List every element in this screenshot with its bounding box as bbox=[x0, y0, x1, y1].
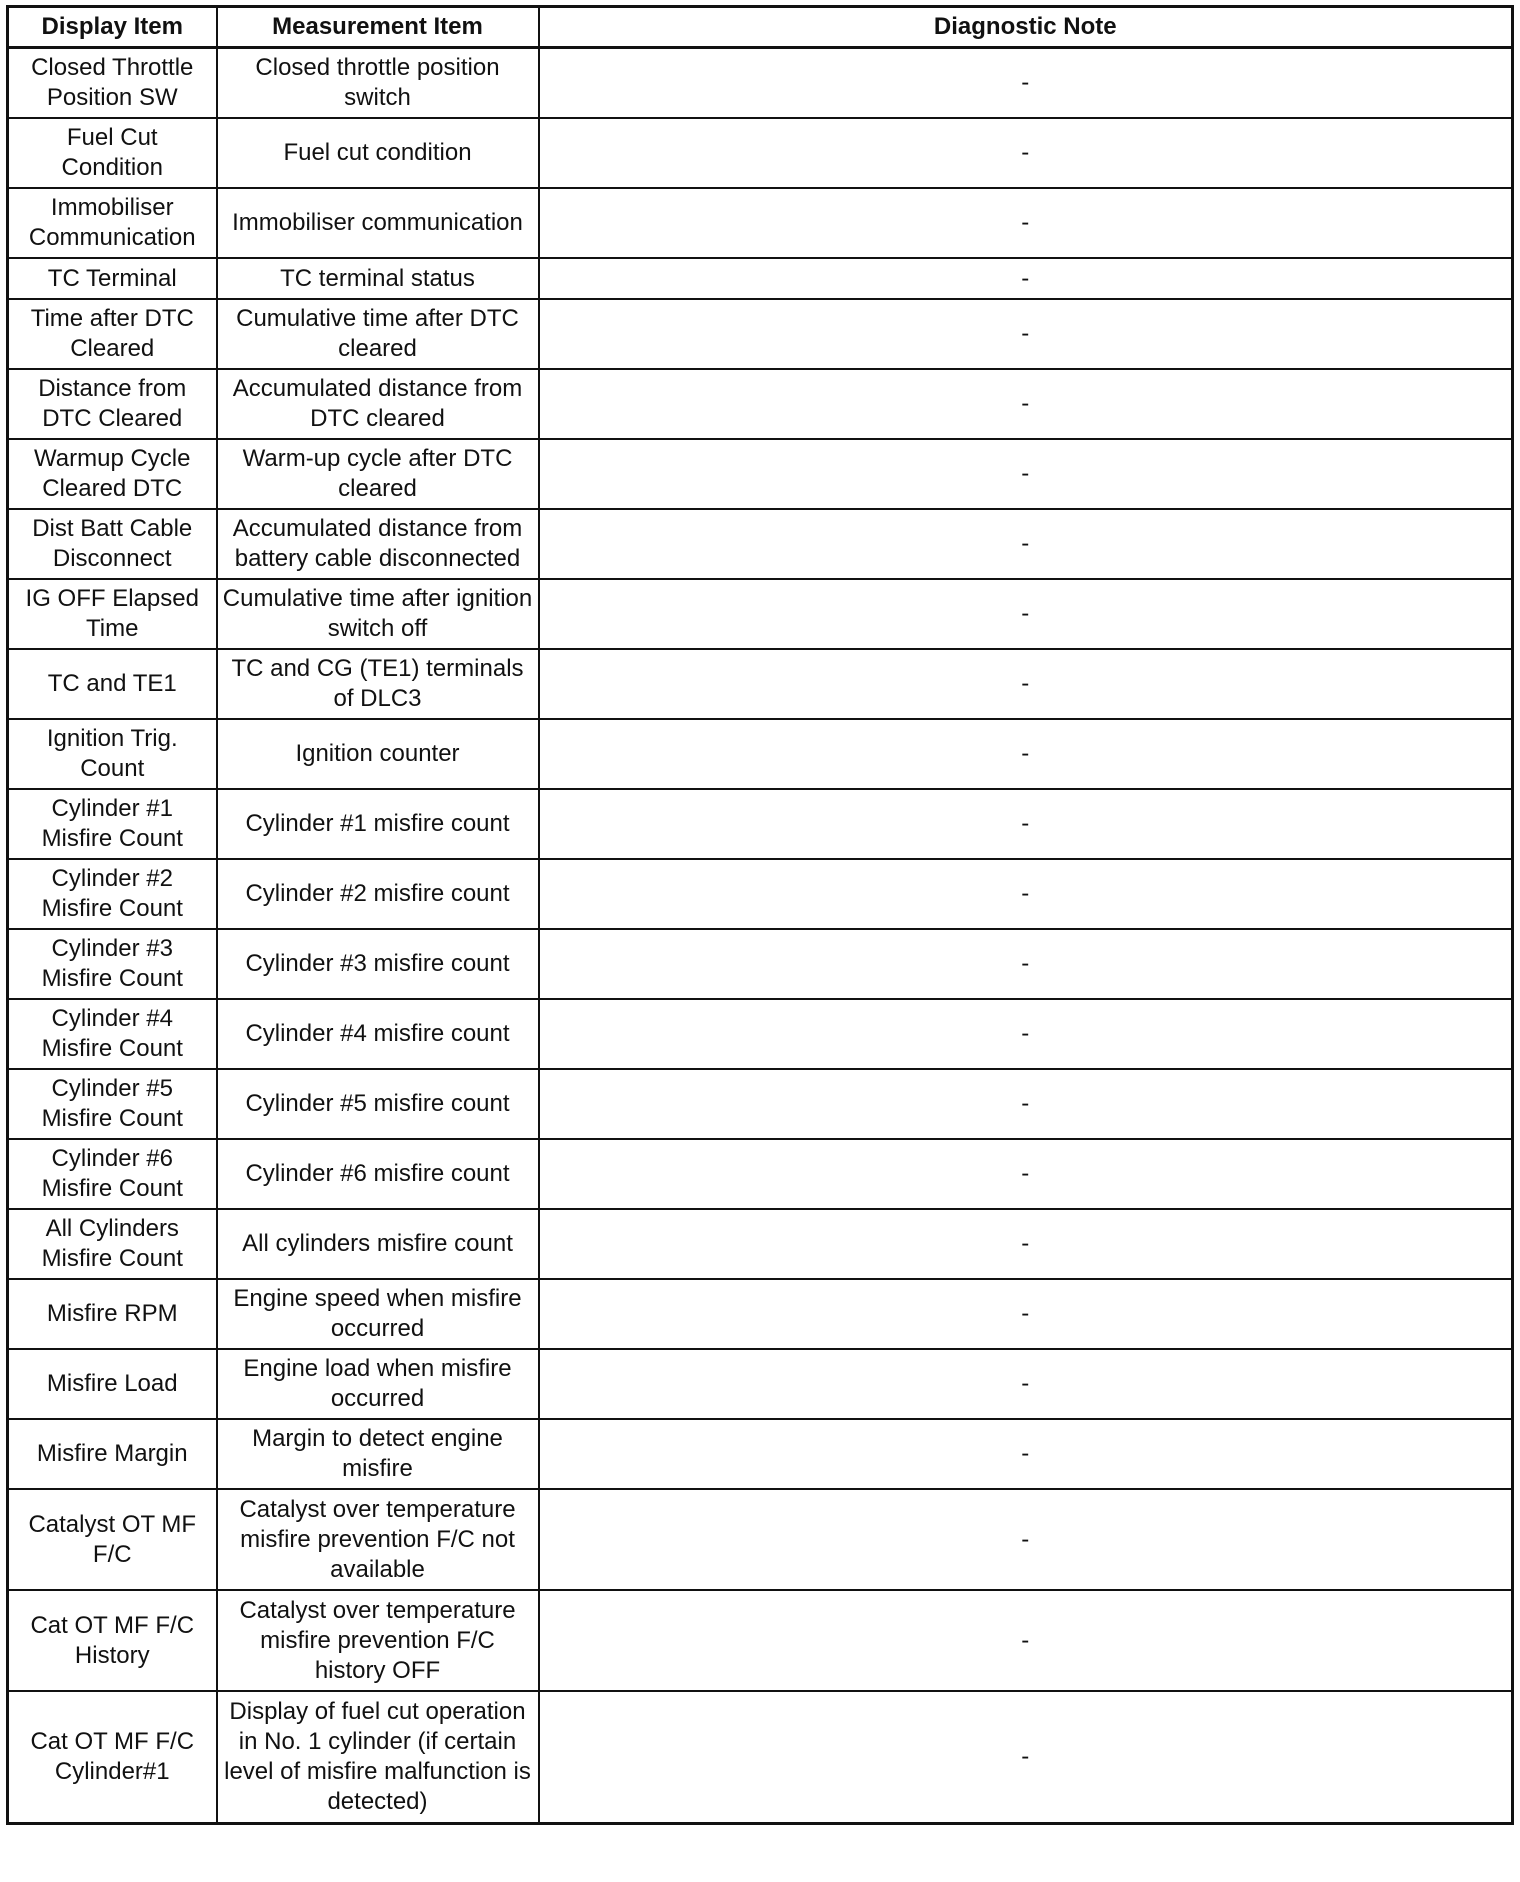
table-row bbox=[8, 509, 1513, 579]
diagnostic-note-cell: - bbox=[539, 118, 1513, 188]
table-row bbox=[8, 188, 1513, 258]
display-item-cell: Misfire RPM bbox=[8, 1279, 217, 1349]
table-row bbox=[8, 1349, 1513, 1419]
measurement-item-cell: Margin to detect engine misfire bbox=[217, 1419, 539, 1489]
diagnostic-note-cell: - bbox=[539, 999, 1513, 1069]
display-item-cell: Distance from DTC Cleared bbox=[8, 369, 217, 439]
measurement-item-cell: Warm-up cycle after DTC cleared bbox=[217, 439, 539, 509]
table-row bbox=[8, 649, 1513, 719]
measurement-item-cell: Cylinder #4 misfire count bbox=[217, 999, 539, 1069]
measurement-item-cell: Catalyst over temperature misfire prevention F/C not available bbox=[217, 1489, 539, 1590]
display-item-cell: TC Terminal bbox=[8, 258, 217, 299]
display-item-cell: Cat OT MF F/C Cylinder#1 bbox=[8, 1691, 217, 1824]
table-row bbox=[8, 1691, 1513, 1824]
display-item-cell: Cylinder #3 Misfire Count bbox=[8, 929, 217, 999]
measurement-item-cell: TC and CG (TE1) terminals of DLC3 bbox=[217, 649, 539, 719]
measurement-item-cell: Cylinder #3 misfire count bbox=[217, 929, 539, 999]
table-row bbox=[8, 859, 1513, 929]
table-row bbox=[8, 789, 1513, 859]
display-item-cell: IG OFF Elapsed Time bbox=[8, 579, 217, 649]
diagnostic-note-cell: - bbox=[539, 48, 1513, 119]
diagnostic-note-cell: - bbox=[539, 579, 1513, 649]
table-row bbox=[8, 1419, 1513, 1489]
diagnostic-note-cell: - bbox=[539, 1349, 1513, 1419]
header-display-item: Display Item bbox=[8, 7, 217, 48]
measurement-item-cell: Cylinder #6 misfire count bbox=[217, 1139, 539, 1209]
diagnostic-note-cell: - bbox=[539, 929, 1513, 999]
table-row bbox=[8, 1139, 1513, 1209]
diagnostic-note-cell: - bbox=[539, 649, 1513, 719]
display-item-cell: All Cylinders Misfire Count bbox=[8, 1209, 217, 1279]
measurement-item-cell: Display of fuel cut operation in No. 1 cylinder (if certain level of misfire malfunction is detected) bbox=[217, 1691, 539, 1824]
display-item-cell: Closed Throttle Position SW bbox=[8, 48, 217, 119]
measurement-item-cell: Fuel cut condition bbox=[217, 118, 539, 188]
diagnostic-note-cell: - bbox=[539, 258, 1513, 299]
display-item-cell: Warmup Cycle Cleared DTC bbox=[8, 439, 217, 509]
table-header-row bbox=[8, 7, 1513, 48]
diagnostic-note-cell: - bbox=[539, 509, 1513, 579]
measurement-item-cell: Cumulative time after ignition switch off bbox=[217, 579, 539, 649]
diagnostic-note-cell: - bbox=[539, 1489, 1513, 1590]
measurement-item-cell: Cylinder #2 misfire count bbox=[217, 859, 539, 929]
display-item-cell: Misfire Margin bbox=[8, 1419, 217, 1489]
table-row bbox=[8, 48, 1513, 119]
diagnostic-note-cell: - bbox=[539, 1279, 1513, 1349]
table-row bbox=[8, 929, 1513, 999]
diagnostic-note-cell: - bbox=[539, 1590, 1513, 1691]
display-item-cell: Time after DTC Cleared bbox=[8, 299, 217, 369]
diagnostic-note-cell: - bbox=[539, 1691, 1513, 1824]
measurement-item-cell: TC terminal status bbox=[217, 258, 539, 299]
measurement-item-cell: Immobiliser communication bbox=[217, 188, 539, 258]
display-item-cell: Cylinder #4 Misfire Count bbox=[8, 999, 217, 1069]
measurement-item-cell: Accumulated distance from DTC cleared bbox=[217, 369, 539, 439]
diagnostic-note-cell: - bbox=[539, 299, 1513, 369]
diagnostic-note-cell: - bbox=[539, 1419, 1513, 1489]
diagnostic-note-cell: - bbox=[539, 859, 1513, 929]
measurement-item-cell: Cylinder #1 misfire count bbox=[217, 789, 539, 859]
table-row bbox=[8, 579, 1513, 649]
table-row bbox=[8, 1209, 1513, 1279]
table-row bbox=[8, 1069, 1513, 1139]
measurement-item-cell: Accumulated distance from battery cable disconnected bbox=[217, 509, 539, 579]
table-row bbox=[8, 299, 1513, 369]
display-item-cell: Catalyst OT MF F/C bbox=[8, 1489, 217, 1590]
display-item-cell: Cylinder #1 Misfire Count bbox=[8, 789, 217, 859]
table-row bbox=[8, 1590, 1513, 1691]
diagnostic-note-cell: - bbox=[539, 1069, 1513, 1139]
display-item-cell: Cylinder #6 Misfire Count bbox=[8, 1139, 217, 1209]
display-item-cell: Fuel Cut Condition bbox=[8, 118, 217, 188]
table-row bbox=[8, 258, 1513, 299]
measurement-item-cell: Cylinder #5 misfire count bbox=[217, 1069, 539, 1139]
display-item-cell: Immobiliser Communication bbox=[8, 188, 217, 258]
diagnostic-note-cell: - bbox=[539, 188, 1513, 258]
table-row bbox=[8, 369, 1513, 439]
header-measurement-item: Measurement Item bbox=[217, 7, 539, 48]
display-item-cell: Cylinder #5 Misfire Count bbox=[8, 1069, 217, 1139]
display-item-cell: Ignition Trig. Count bbox=[8, 719, 217, 789]
diagnostic-note-cell: - bbox=[539, 439, 1513, 509]
measurement-item-cell: Ignition counter bbox=[217, 719, 539, 789]
measurement-item-cell: Cumulative time after DTC cleared bbox=[217, 299, 539, 369]
diagnostic-note-cell: - bbox=[539, 719, 1513, 789]
diagnostic-note-cell: - bbox=[539, 1139, 1513, 1209]
table-row bbox=[8, 1279, 1513, 1349]
measurement-item-cell: Catalyst over temperature misfire prevention F/C history OFF bbox=[217, 1590, 539, 1691]
measurement-item-cell: Engine load when misfire occurred bbox=[217, 1349, 539, 1419]
display-item-cell: Cylinder #2 Misfire Count bbox=[8, 859, 217, 929]
table-row bbox=[8, 439, 1513, 509]
measurement-item-cell: All cylinders misfire count bbox=[217, 1209, 539, 1279]
header-diagnostic-note: Diagnostic Note bbox=[539, 7, 1513, 48]
display-item-cell: TC and TE1 bbox=[8, 649, 217, 719]
display-item-cell: Cat OT MF F/C History bbox=[8, 1590, 217, 1691]
display-item-cell: Misfire Load bbox=[8, 1349, 217, 1419]
measurement-item-cell: Engine speed when misfire occurred bbox=[217, 1279, 539, 1349]
diagnostic-data-table bbox=[6, 5, 1514, 1825]
measurement-item-cell: Closed throttle position switch bbox=[217, 48, 539, 119]
table-row bbox=[8, 999, 1513, 1069]
table-row bbox=[8, 118, 1513, 188]
table-row bbox=[8, 719, 1513, 789]
display-item-cell: Dist Batt Cable Disconnect bbox=[8, 509, 217, 579]
diagnostic-note-cell: - bbox=[539, 1209, 1513, 1279]
diagnostic-note-cell: - bbox=[539, 369, 1513, 439]
table-row bbox=[8, 1489, 1513, 1590]
diagnostic-note-cell: - bbox=[539, 789, 1513, 859]
